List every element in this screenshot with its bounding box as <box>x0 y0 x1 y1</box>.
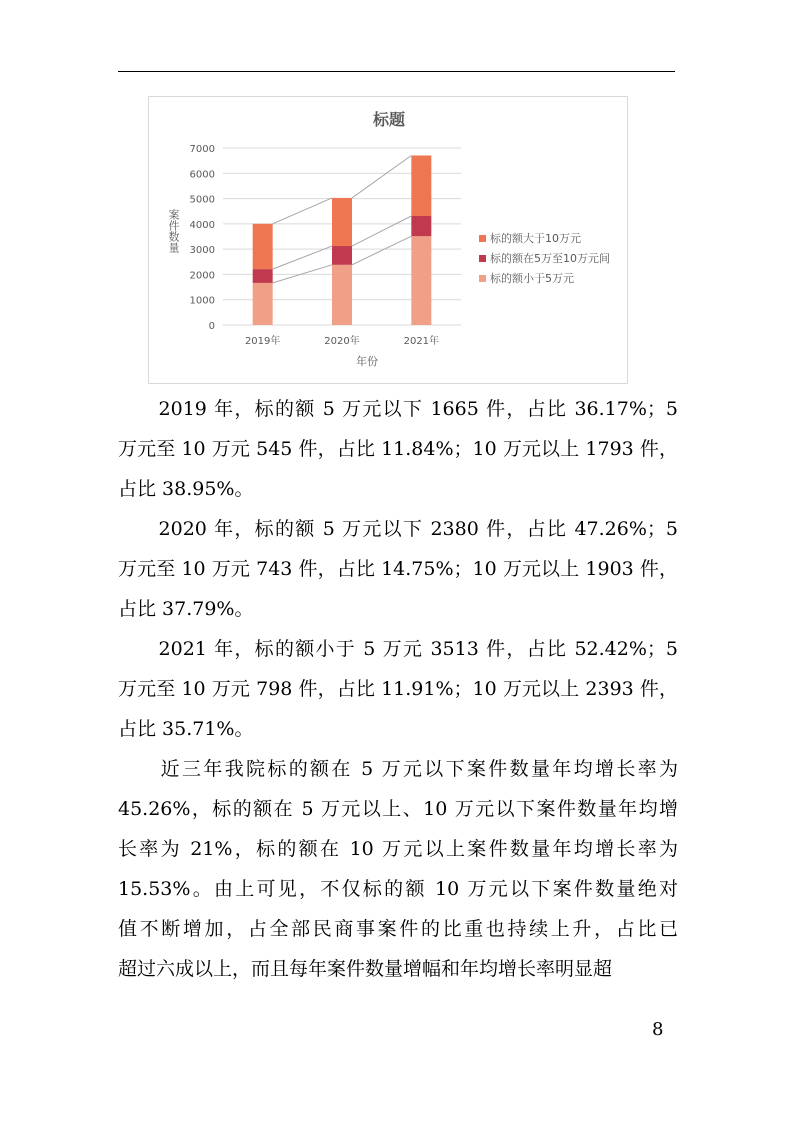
paragraph <box>118 749 678 989</box>
body-text <box>118 389 678 989</box>
bar-segment <box>411 216 431 236</box>
y-tick-label: 0 <box>208 321 215 332</box>
text-line: 占比 38.95%。 <box>118 478 254 500</box>
paragraph <box>118 389 678 509</box>
text-line: 长率为 21%，标的额在 10 万元以上案件数量年均增长率为 <box>118 838 678 860</box>
text-line: 超过六成以上，而且每年案件数量增幅和年均增长率明显超 <box>118 958 613 980</box>
x-tick-label: 2019年 <box>244 336 281 347</box>
text-line: 万元至 10 万元 798 件，占比 11.91%；10 万元以上 2393 件， <box>118 678 678 700</box>
series-connector-line <box>352 155 411 197</box>
legend-label: 标的额大于10万元 <box>490 232 581 245</box>
paragraph <box>118 509 678 629</box>
bar-segment <box>411 236 431 325</box>
y-tick-label: 7000 <box>189 144 215 155</box>
bar-segment <box>253 283 273 325</box>
page-number: 8 <box>652 1019 664 1040</box>
bar-segment <box>332 246 352 265</box>
bar-segment <box>332 198 352 246</box>
text-line: 2019 年，标的额 5 万元以下 1665 件，占比 36.17%；5 <box>118 398 678 420</box>
text-line: 45.26%，标的额在 5 万元以上、10 万元以下案件数量年均增 <box>118 798 678 820</box>
bar-segment <box>253 224 273 269</box>
legend-item <box>479 248 610 268</box>
text-line: 万元至 10 万元 743 件，占比 14.75%；10 万元以上 1903 件， <box>118 558 678 580</box>
text-line: 2021 年，标的额小于 5 万元 3513 件，占比 52.42%；5 <box>118 638 678 660</box>
chart-legend <box>479 228 610 288</box>
y-tick-label: 1000 <box>189 295 215 307</box>
x-tick-label: 2020年 <box>324 336 360 347</box>
legend-swatch <box>479 275 486 282</box>
x-tick-label: 2021年 <box>403 336 440 347</box>
series-connector-line <box>273 198 332 224</box>
series-connector-line <box>352 236 411 265</box>
bar-segment <box>411 155 431 216</box>
x-axis-label: 年份 <box>356 355 378 368</box>
series-connector-line <box>352 216 411 246</box>
text-line: 15.53%。由上可见，不仅标的额 10 万元以下案件数量绝对 <box>118 878 678 900</box>
bar-segment <box>253 269 273 283</box>
text-line: 占比 35.71%。 <box>118 718 254 740</box>
y-axis-label: 案件数量 <box>167 209 180 253</box>
legend-swatch <box>479 255 486 262</box>
legend-swatch <box>479 235 486 242</box>
legend-label: 标的额在5万至10万元间 <box>490 252 610 265</box>
y-tick-label: 2000 <box>189 270 215 282</box>
chart-title: 标题 <box>372 110 405 129</box>
paragraph <box>118 629 678 749</box>
header-rule <box>118 71 675 72</box>
y-tick-label: 5000 <box>189 194 215 206</box>
bar-segment <box>332 265 352 325</box>
text-line: 值不断增加，占全部民商事案件的比重也持续上升，占比已 <box>118 918 678 940</box>
legend-label: 标的额小于5万元 <box>490 272 574 285</box>
legend-item <box>479 228 610 248</box>
text-line: 近三年我院标的额在 5 万元以下案件数量年均增长率为 <box>118 758 678 780</box>
text-line: 2020 年，标的额 5 万元以下 2380 件，占比 47.26%；5 <box>118 518 678 540</box>
text-line: 万元至 10 万元 545 件，占比 11.84%；10 万元以上 1793 件， <box>118 438 678 460</box>
text-line: 占比 37.79%。 <box>118 598 254 620</box>
y-tick-label: 3000 <box>189 245 215 257</box>
y-tick-label: 6000 <box>189 169 215 181</box>
stacked-bar-chart <box>148 96 628 384</box>
series-connector-line <box>273 265 332 283</box>
legend-item <box>479 268 610 288</box>
y-tick-label: 4000 <box>189 219 215 231</box>
